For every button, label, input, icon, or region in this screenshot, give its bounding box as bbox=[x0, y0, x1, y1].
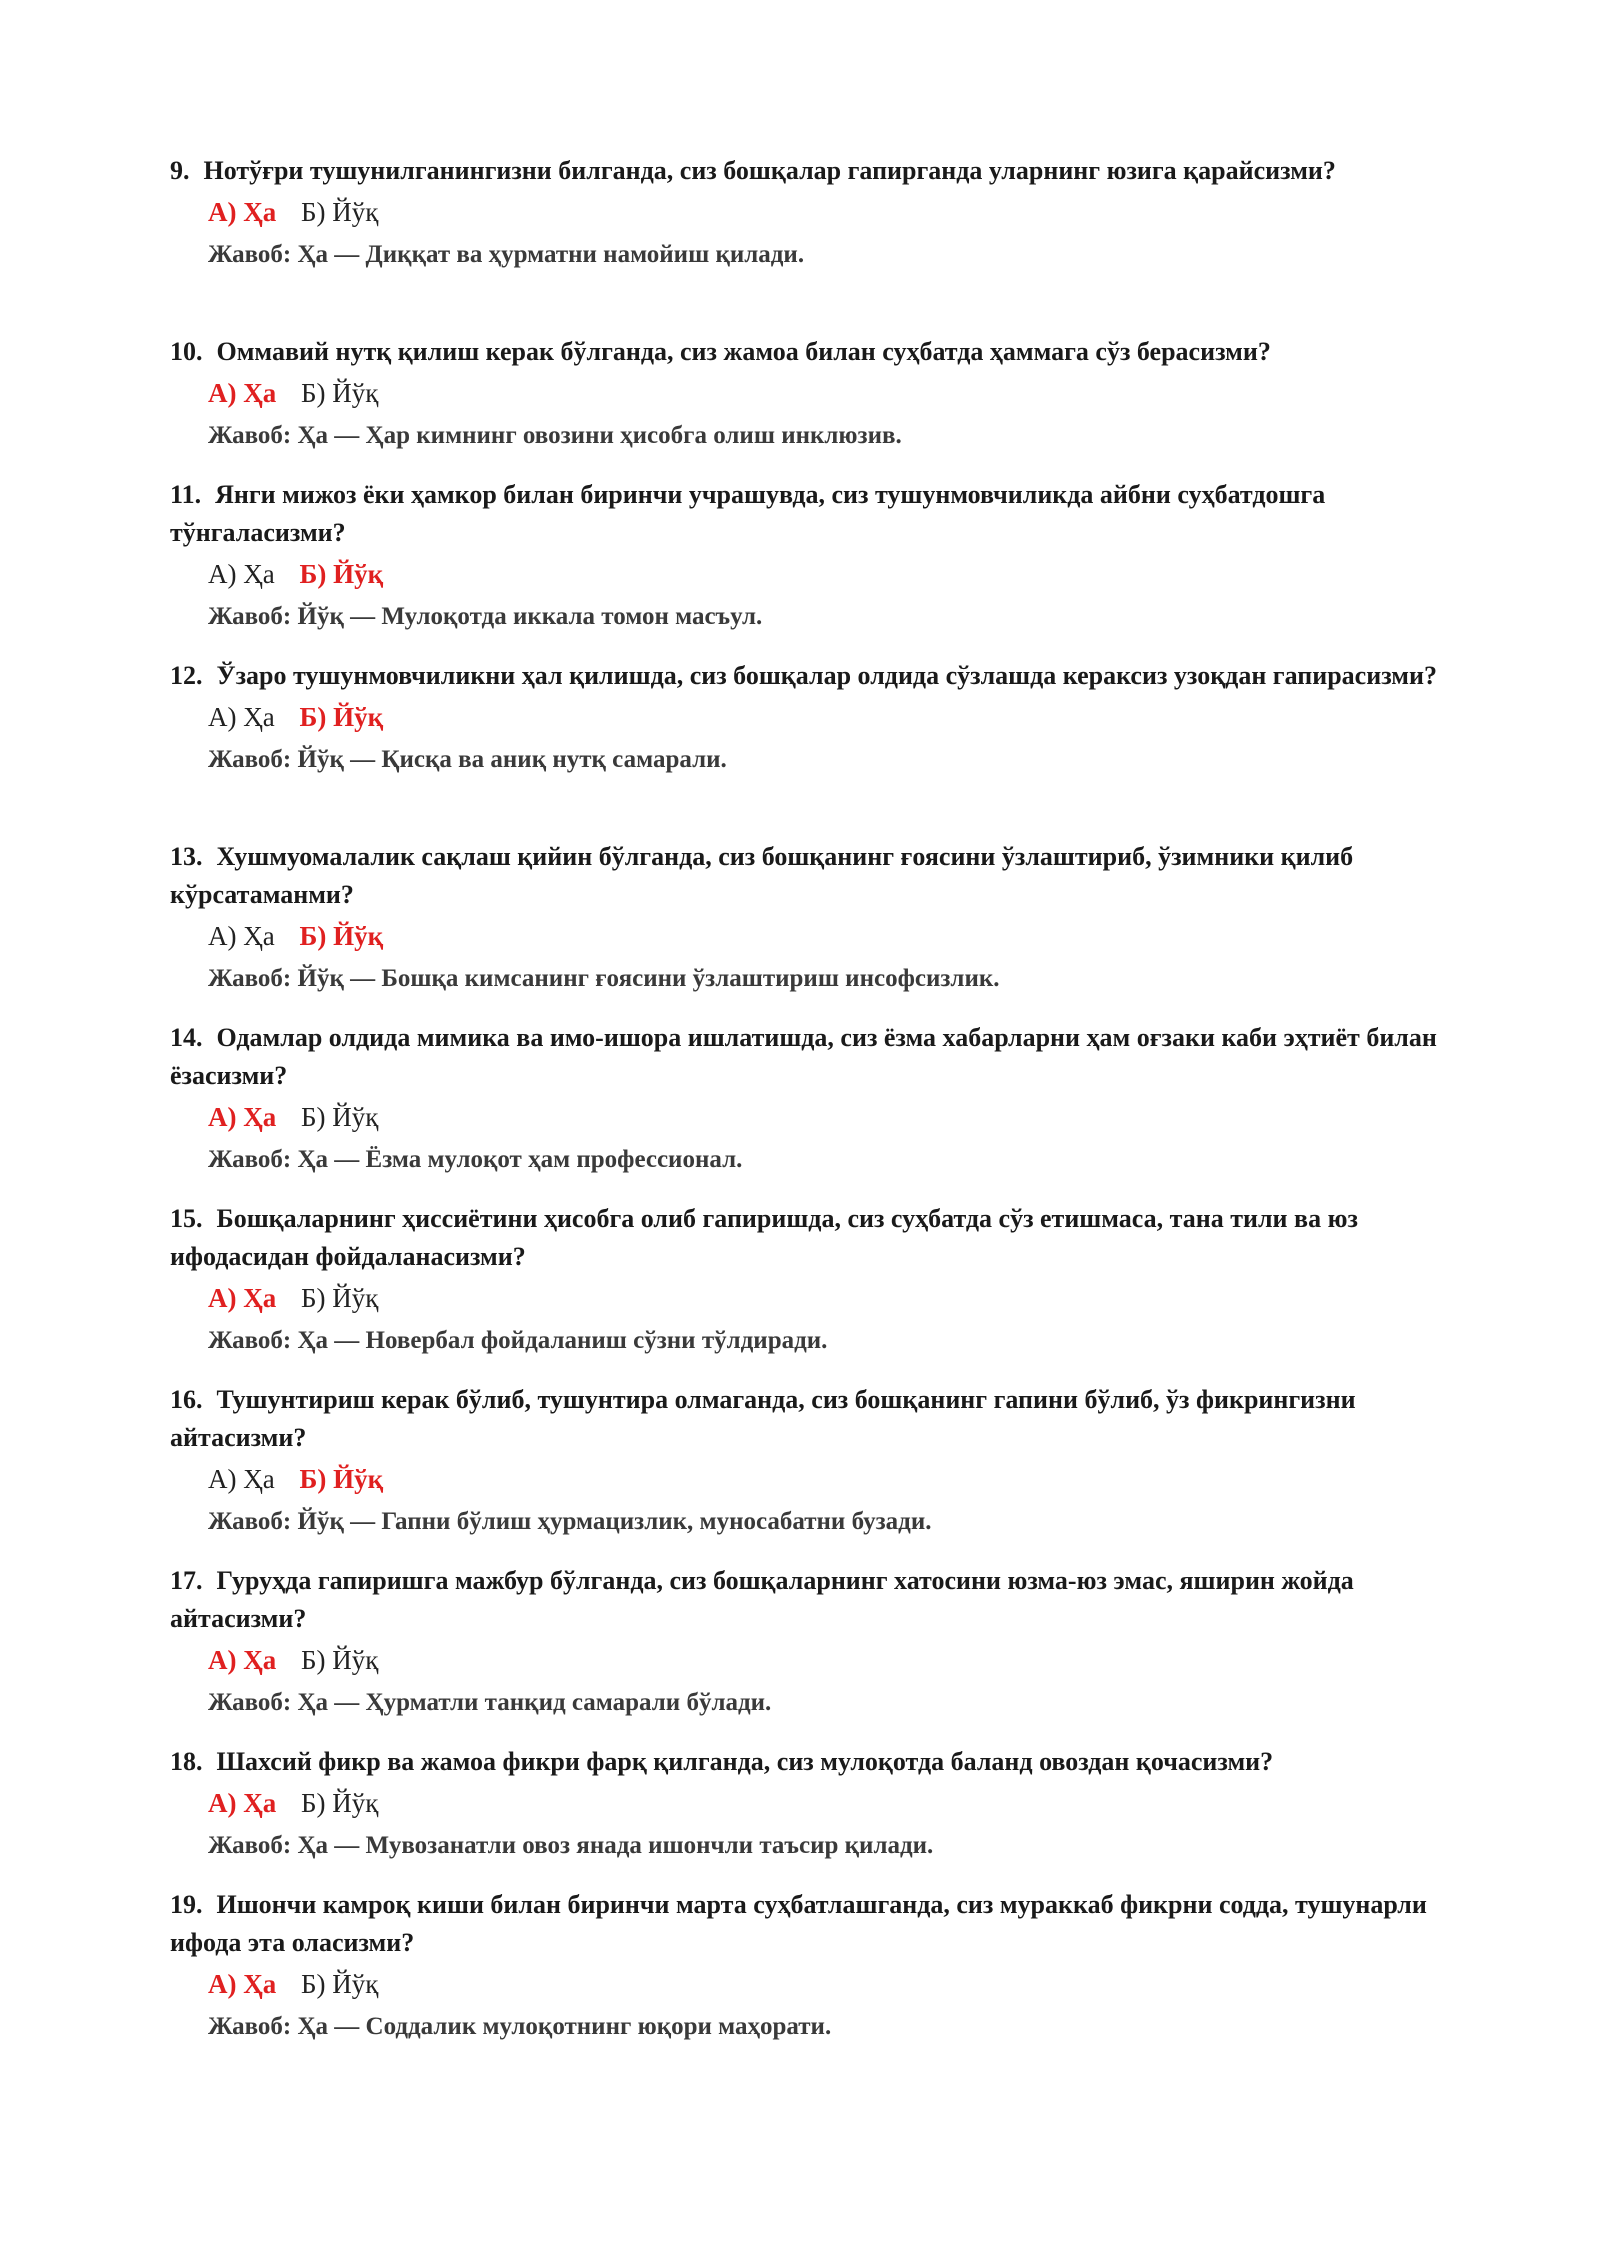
options-row bbox=[208, 373, 1460, 413]
option-a: А) Ҳа bbox=[208, 1645, 277, 1675]
options-row bbox=[208, 554, 1460, 594]
options-row bbox=[208, 1278, 1460, 1318]
question-block bbox=[170, 1886, 1460, 2046]
answer-text: Жавоб: Йўқ — Гапни бўлиш ҳурмацизлик, муносабатни бузади. bbox=[208, 1508, 932, 1535]
question-body: Оммавий нутқ қилиш керак бўлганда, сиз жамоа билан суҳбатда ҳаммага сўз берасизми? bbox=[216, 337, 1271, 366]
question-text bbox=[170, 1381, 1460, 1457]
question-body: Бошқаларнинг ҳиссиётини ҳисобга олиб гапиришда, сиз суҳбатда сўз етишмаса, тана тили ва юз ифодасидан фойдаланасизми? bbox=[170, 1204, 1358, 1271]
question-text bbox=[170, 1743, 1460, 1781]
question-body: Нотўғри тушунилганингизни билганда, сиз бошқалар гапирганда уларнинг юзига қарайсизми? bbox=[203, 156, 1336, 185]
option-b: Б) Йўқ bbox=[301, 1645, 379, 1675]
question-block bbox=[170, 1743, 1460, 1865]
option-a: А) Ҳа bbox=[208, 1788, 277, 1818]
option-a: А) Ҳа bbox=[208, 1464, 275, 1494]
question-body: Гуруҳда гапиришга мажбур бўлганда, сиз бошқаларнинг хатосини юзма-юз эмас, яширин жойда айтасизми? bbox=[170, 1566, 1354, 1633]
answer-text: Жавоб: Ҳа — Диққат ва ҳурматни намойиш қилади. bbox=[208, 241, 805, 268]
option-a: А) Ҳа bbox=[208, 1283, 277, 1313]
question-block bbox=[170, 1381, 1460, 1541]
option-a: А) Ҳа bbox=[208, 1102, 277, 1132]
options-row bbox=[208, 697, 1460, 737]
answer-text: Жавоб: Ҳа — Ҳар кимнинг овозини ҳисобга олиш инклюзив. bbox=[208, 422, 902, 449]
question-text bbox=[170, 476, 1460, 552]
options-row bbox=[208, 1097, 1460, 1137]
question-number: 17. bbox=[170, 1566, 203, 1595]
option-b: Б) Йўқ bbox=[301, 1969, 379, 1999]
option-b: Б) Йўқ bbox=[301, 1102, 379, 1132]
option-a: А) Ҳа bbox=[208, 1969, 277, 1999]
option-a: А) Ҳа bbox=[208, 378, 277, 408]
question-text bbox=[170, 1562, 1460, 1638]
question-body: Тушунтириш керак бўлиб, тушунтира олмаганда, сиз бошқанинг гапини бўлиб, ўз фикрингизни айтасизми? bbox=[170, 1385, 1356, 1452]
answer-text: Жавоб: Йўқ — Мулоқотда иккала томон масъул. bbox=[208, 603, 763, 630]
question-text bbox=[170, 657, 1460, 695]
answer-text: Жавоб: Йўқ — Бошқа кимсанинг ғоясини ўзлаштириш инсофсизлик. bbox=[208, 965, 1000, 992]
option-b: Б) Йўқ bbox=[301, 378, 379, 408]
question-number: 19. bbox=[170, 1890, 203, 1919]
question-number: 9. bbox=[170, 156, 190, 185]
option-a: А) Ҳа bbox=[208, 702, 275, 732]
question-block bbox=[170, 152, 1460, 274]
question-number: 14. bbox=[170, 1023, 203, 1052]
question-number: 11. bbox=[170, 480, 202, 509]
question-body: Одамлар олдида мимика ва имо-ишора ишлатишда, сиз ёзма хабарларни ҳам оғзаки каби эҳтиёт билан ёзасизми? bbox=[170, 1023, 1437, 1090]
question-body: Ўзаро тушунмовчиликни ҳал қилишда, сиз бошқалар олдида сўзлашда кераксиз узоқдан гапирасизми? bbox=[216, 661, 1437, 690]
options-row bbox=[208, 916, 1460, 956]
answer-text: Жавоб: Ҳа — Мувозанатли овоз янада ишончли таъсир қилади. bbox=[208, 1832, 934, 1859]
question-block bbox=[170, 657, 1460, 779]
option-b: Б) Йўқ bbox=[301, 197, 379, 227]
question-body: Ишончи камроқ киши билан биринчи марта суҳбатлашганда, сиз мураккаб фикрни содда, тушунарли ифода эта оласизми? bbox=[170, 1890, 1427, 1957]
question-number: 15. bbox=[170, 1204, 203, 1233]
question-text bbox=[170, 152, 1460, 190]
answer-text: Жавоб: Ҳа — Ҳурматли танқид самарали бўлади. bbox=[208, 1689, 772, 1716]
question-block bbox=[170, 333, 1460, 455]
option-a: А) Ҳа bbox=[208, 559, 275, 589]
question-text bbox=[170, 1886, 1460, 1962]
question-body: Янги мижоз ёки ҳамкор билан биринчи учрашувда, сиз тушунмовчиликда айбни суҳбатдошга тўнгаласизми? bbox=[170, 480, 1326, 547]
question-block bbox=[170, 1562, 1460, 1722]
answer-text: Жавоб: Ҳа — Ёзма мулоқот ҳам профессионал. bbox=[208, 1146, 743, 1173]
option-a: А) Ҳа bbox=[208, 921, 275, 951]
options-row bbox=[208, 1964, 1460, 2004]
options-row bbox=[208, 1459, 1460, 1499]
option-b: Б) Йўқ bbox=[299, 559, 384, 589]
option-b: Б) Йўқ bbox=[299, 1464, 384, 1494]
option-b: Б) Йўқ bbox=[301, 1283, 379, 1313]
question-body: Хушмуомалалик сақлаш қийин бўлганда, сиз бошқанинг ғоясини ўзлаштириб, ўзимники қилиб кўрсатаманми? bbox=[170, 842, 1354, 909]
option-b: Б) Йўқ bbox=[301, 1788, 379, 1818]
question-number: 10. bbox=[170, 337, 203, 366]
options-row bbox=[208, 1783, 1460, 1823]
question-text bbox=[170, 1019, 1460, 1095]
question-text bbox=[170, 333, 1460, 371]
answer-text: Жавоб: Йўқ — Қисқа ва аниқ нутқ самарали. bbox=[208, 746, 727, 773]
question-block bbox=[170, 1200, 1460, 1360]
option-b: Б) Йўқ bbox=[299, 921, 384, 951]
question-text bbox=[170, 838, 1460, 914]
option-b: Б) Йўқ bbox=[299, 702, 384, 732]
question-body: Шахсий фикр ва жамоа фикри фарқ қилганда, сиз мулоқотда баланд овоздан қочасизми? bbox=[216, 1747, 1274, 1776]
question-number: 16. bbox=[170, 1385, 203, 1414]
question-number: 12. bbox=[170, 661, 203, 690]
question-text bbox=[170, 1200, 1460, 1276]
answer-text: Жавоб: Ҳа — Новербал фойдаланиш сўзни тўлдиради. bbox=[208, 1327, 828, 1354]
question-block bbox=[170, 476, 1460, 636]
options-row bbox=[208, 192, 1460, 232]
question-number: 13. bbox=[170, 842, 203, 871]
options-row bbox=[208, 1640, 1460, 1680]
question-number: 18. bbox=[170, 1747, 203, 1776]
answer-text: Жавоб: Ҳа — Соддалик мулоқотнинг юқори маҳорати. bbox=[208, 2013, 832, 2040]
question-block bbox=[170, 838, 1460, 998]
option-a: А) Ҳа bbox=[208, 197, 277, 227]
question-block bbox=[170, 1019, 1460, 1179]
